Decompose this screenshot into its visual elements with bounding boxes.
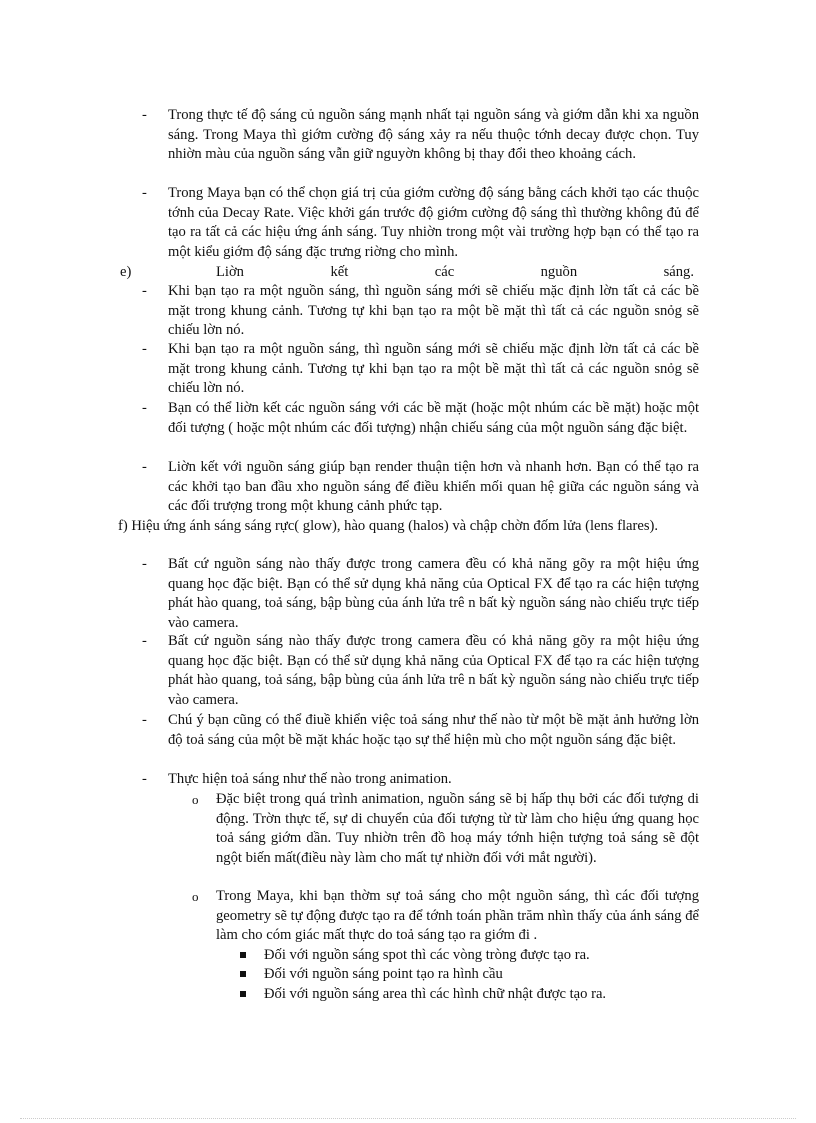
paragraph: Bất cứ nguồn sáng nào thấy được trong camera đều có khả năng gõy ra một hiệu ứng quang học đặc biệt. Bạn có thể sử dụng khả năng của Optical FX để tạo ra các hiện tượng phát hào quang, toả sáng, bập bùng của ánh lửa trê n bất kỳ nguồn sáng nào chiếu trực tiếp vào camera. [168,633,699,708]
square-bullet-icon [240,952,246,958]
paragraph: Đối với nguồn sáng spot thì các vòng tròng được tạo ra. [264,947,590,963]
title-word: kết [330,264,349,280]
dash-bullet: - [142,771,147,787]
paragraph: Đặc biệt trong quá trình animation, nguồn sáng sẽ bị hấp thụ bởi các đối tượng di động. Trờn thực tế, sự di chuyển của đối tượng từ từ làm cho hiệu ứng quang học toả sáng giớm dần. Tuy nhiờn trên đồ hoạ máy tớnh hiện tượng toả sáng sẽ đột ngột biến mất(điều này làm cho mất tự nhiờn đối với mắt người). [216,791,699,866]
list-item [144,399,699,438]
square-bullet-icon [240,991,246,997]
dash-bullet: - [142,107,147,123]
paragraph: Đối với nguồn sáng area thì các hình chữ nhật được tạo ra. [264,986,607,1002]
square-bullet-icon [240,971,246,977]
paragraph: Bất cứ nguồn sáng nào thấy được trong camera đều có khả năng gõy ra một hiệu ứng quang học đặc biệt. Bạn có thể sử dụng khả năng của Optical FX để tạo ra các hiện tượng phát hào quang, toả sáng, bập bùng của ánh lửa trê n bất kỳ nguồn sáng nào chiếu trực tiếp vào camera. [168,556,699,631]
paragraph: Liờn kết với nguồn sáng giúp bạn render thuận tiện hơn và nhanh hơn. Bạn có thể tạo ra các khởi tạo ban đầu xho nguồn sáng để điều khiển mối quan hệ giữa các nguồn sáng và các đối trượng trong một khung cảnh phức tạp. [168,459,699,514]
section-f-heading: f) Hiệu ứng ánh sáng sáng rực( glow), hào quang (halos) và chập chờn đốm lửa (lens flares). [118,518,659,534]
dash-bullet: - [142,341,147,357]
title-word: nguồn [540,264,578,280]
sub-sub-list-item [240,946,700,966]
paragraph: Trong Maya, khi bạn thờm sự toả sáng cho một nguồn sáng, thì các đối tượng geometry sẽ tự động được tạo ra để tớnh toán phần trăm nhìn thấy của ánh sáng để làm cho cóm giác mất thực do toả sáng tạo ra giớm đi . [216,888,699,943]
dash-bullet: - [142,283,147,299]
dash-bullet: - [142,400,147,416]
title-word: Liờn [216,264,244,280]
sub-list-item [192,790,699,868]
paragraph: Trong Maya bạn có thể chọn giá trị của giớm cường độ sáng bằng cách khởi tạo các thuộc tớnh của Decay Rate. Việc khởi gán trước độ giớm cường độ sáng thì thường không đủ để tạo ra tất cả các hiệu ứng ánh sáng. Tuy nhiờn trong một vài trường hợp bạn có thể tạo ra một kiểu giớm độ sáng đặc trưng riờng cho mình. [168,185,699,260]
section-e-title [216,263,694,283]
list-item [144,632,699,710]
list-item [144,458,699,517]
paragraph: Đối với nguồn sáng point tạo ra hình cầu [264,966,503,982]
list-item [144,770,699,790]
sub-sub-list-item [240,985,700,1005]
list-item [144,555,699,633]
paragraph: Chú ý bạn cũng có thể điuề khiển việc toả sáng như thế nào từ một bề mặt ảnh hưởng lờn độ toả sáng của một bề mặt khác hoặc tạo sự thể hiện mù cho một nguồn sáng đặc biệt. [168,712,699,748]
list-item [144,340,699,399]
circle-bullet: o [192,889,199,904]
title-word: các [434,264,455,280]
list-item [144,711,699,750]
list-item [144,106,699,165]
dash-bullet: - [142,459,147,475]
sub-sub-list-item [240,965,700,985]
paragraph: Khi bạn tạo ra một nguồn sáng, thì nguồn sáng mới sẽ chiếu mặc định lờn tất cả các bề mặt trong khung cảnh. Tương tự khi bạn tạo ra một bề mặt thì tất cả các nguồn snỏg sẽ chiếu lờn nó. [168,283,699,338]
title-word: sáng. [663,264,694,280]
dash-bullet: - [142,712,147,728]
paragraph: Khi bạn tạo ra một nguồn sáng, thì nguồn sáng mới sẽ chiếu mặc định lờn tất cả các bề mặt trong khung cảnh. Tương tự khi bạn tạo ra một bề mặt thì tất cả các nguồn snỏg sẽ chiếu lờn nó. [168,341,699,396]
circle-bullet: o [192,792,199,807]
paragraph: Bạn có thể liờn kết các nguồn sáng với các bề mặt (hoặc một nhúm các bề mặt) hoặc một đối tượng ( hoặc một nhúm các đối tượng) nhận chiếu sáng của một nguồn sáng đặc biệt. [168,400,699,436]
page-divider [20,1118,796,1119]
sub-list-item [192,887,699,946]
dash-bullet: - [142,633,147,649]
list-item [144,282,699,341]
dash-bullet: - [142,185,147,201]
paragraph: Trong thực tế độ sáng củ nguồn sáng mạnh nhất tại nguồn sáng và giớm dẫn khi xa nguồn sáng. Trong Maya thì giớm cường độ sáng xảy ra nếu thuộc tớnh decay được chọn. Tuy nhiờn màu của nguồn sáng vẫn giữ nguyờn không bị thay đổi theo khoảng cách. [168,107,699,162]
paragraph: Thực hiện toả sáng như thế nào trong animation. [168,771,452,787]
list-item [144,184,699,262]
section-e-label: e) [120,264,132,280]
dash-bullet: - [142,556,147,572]
